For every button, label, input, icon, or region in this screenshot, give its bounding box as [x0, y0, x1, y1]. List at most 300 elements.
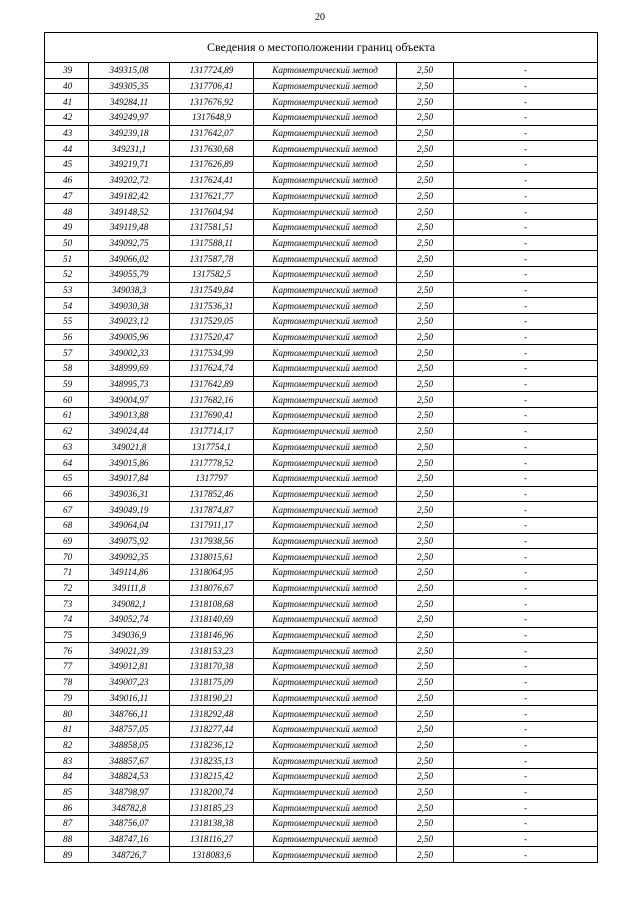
precision-cell: 2,50 — [397, 565, 454, 581]
description-cell: - — [454, 816, 598, 832]
coordinate-y-cell: 1317588,11 — [170, 235, 254, 251]
table-row — [45, 706, 598, 722]
description-cell: - — [454, 408, 598, 424]
coordinate-y-cell: 1317682,16 — [170, 392, 254, 408]
method-cell: Картометрический метод — [254, 266, 397, 282]
precision-cell: 2,50 — [397, 549, 454, 565]
table-row — [45, 784, 598, 800]
coordinate-y-cell: 1318292,48 — [170, 706, 254, 722]
coordinate-x-cell: 349016,11 — [89, 690, 170, 706]
boundary-coordinates-table — [44, 32, 598, 863]
table-row — [45, 204, 598, 220]
coordinate-y-cell: 1318277,44 — [170, 721, 254, 737]
coordinate-x-cell: 349005,96 — [89, 329, 170, 345]
method-cell: Картометрический метод — [254, 470, 397, 486]
coordinate-y-cell: 1318235,13 — [170, 753, 254, 769]
point-number-cell: 52 — [45, 266, 89, 282]
table-row — [45, 423, 598, 439]
point-number-cell: 82 — [45, 737, 89, 753]
description-cell: - — [454, 392, 598, 408]
coordinate-y-cell: 1317529,05 — [170, 314, 254, 330]
coordinate-y-cell: 1317587,78 — [170, 251, 254, 267]
table-row — [45, 847, 598, 863]
description-cell: - — [454, 502, 598, 518]
precision-cell: 2,50 — [397, 659, 454, 675]
coordinate-y-cell: 1318076,67 — [170, 580, 254, 596]
table-row — [45, 63, 598, 79]
coordinate-y-cell: 1318140,69 — [170, 612, 254, 628]
method-cell: Картометрический метод — [254, 172, 397, 188]
precision-cell: 2,50 — [397, 612, 454, 628]
table-row — [45, 219, 598, 235]
coordinate-y-cell: 1317690,41 — [170, 408, 254, 424]
precision-cell: 2,50 — [397, 63, 454, 79]
coordinate-x-cell: 348798,97 — [89, 784, 170, 800]
coordinate-x-cell: 349092,35 — [89, 549, 170, 565]
coordinate-y-cell: 1317852,46 — [170, 486, 254, 502]
point-number-cell: 84 — [45, 768, 89, 784]
method-cell: Картометрический метод — [254, 596, 397, 612]
coordinate-y-cell: 1317938,56 — [170, 533, 254, 549]
table-row — [45, 157, 598, 173]
coordinate-y-cell: 1317754,1 — [170, 439, 254, 455]
coordinate-y-cell: 1317520,47 — [170, 329, 254, 345]
method-cell: Картометрический метод — [254, 549, 397, 565]
method-cell: Картометрический метод — [254, 251, 397, 267]
precision-cell: 2,50 — [397, 690, 454, 706]
precision-cell: 2,50 — [397, 314, 454, 330]
method-cell: Картометрический метод — [254, 204, 397, 220]
point-number-cell: 45 — [45, 157, 89, 173]
coordinate-x-cell: 349202,72 — [89, 172, 170, 188]
method-cell: Картометрический метод — [254, 831, 397, 847]
precision-cell: 2,50 — [397, 188, 454, 204]
coordinate-y-cell: 1318200,74 — [170, 784, 254, 800]
table-row — [45, 737, 598, 753]
point-number-cell: 58 — [45, 361, 89, 377]
precision-cell: 2,50 — [397, 439, 454, 455]
method-cell: Картометрический метод — [254, 847, 397, 863]
method-cell: Картометрический метод — [254, 580, 397, 596]
precision-cell: 2,50 — [397, 251, 454, 267]
table-row — [45, 612, 598, 628]
coordinate-x-cell: 349119,48 — [89, 219, 170, 235]
point-number-cell: 46 — [45, 172, 89, 188]
coordinate-x-cell: 349219,71 — [89, 157, 170, 173]
point-number-cell: 74 — [45, 612, 89, 628]
table-row — [45, 376, 598, 392]
precision-cell: 2,50 — [397, 298, 454, 314]
method-cell: Картометрический метод — [254, 298, 397, 314]
point-number-cell: 62 — [45, 423, 89, 439]
table-row — [45, 78, 598, 94]
description-cell: - — [454, 329, 598, 345]
description-cell: - — [454, 627, 598, 643]
method-cell: Картометрический метод — [254, 816, 397, 832]
point-number-cell: 40 — [45, 78, 89, 94]
description-cell: - — [454, 235, 598, 251]
coordinate-x-cell: 349023,12 — [89, 314, 170, 330]
table-row — [45, 596, 598, 612]
point-number-cell: 65 — [45, 470, 89, 486]
method-cell: Картометрический метод — [254, 721, 397, 737]
point-number-cell: 69 — [45, 533, 89, 549]
description-cell: - — [454, 266, 598, 282]
coordinate-x-cell: 348999,69 — [89, 361, 170, 377]
point-number-cell: 53 — [45, 282, 89, 298]
precision-cell: 2,50 — [397, 361, 454, 377]
method-cell: Картометрический метод — [254, 157, 397, 173]
coordinate-x-cell: 349111,8 — [89, 580, 170, 596]
coordinate-x-cell: 349038,3 — [89, 282, 170, 298]
method-cell: Картометрический метод — [254, 674, 397, 690]
precision-cell: 2,50 — [397, 329, 454, 345]
table-row — [45, 314, 598, 330]
coordinate-x-cell: 349024,44 — [89, 423, 170, 439]
precision-cell: 2,50 — [397, 78, 454, 94]
precision-cell: 2,50 — [397, 627, 454, 643]
point-number-cell: 75 — [45, 627, 89, 643]
method-cell: Картометрический метод — [254, 392, 397, 408]
method-cell: Картометрический метод — [254, 361, 397, 377]
coordinate-y-cell: 1317778,52 — [170, 455, 254, 471]
method-cell: Картометрический метод — [254, 423, 397, 439]
precision-cell: 2,50 — [397, 204, 454, 220]
coordinate-y-cell: 1318215,42 — [170, 768, 254, 784]
method-cell: Картометрический метод — [254, 345, 397, 361]
coordinate-y-cell: 1317714,17 — [170, 423, 254, 439]
description-cell: - — [454, 565, 598, 581]
table-row — [45, 831, 598, 847]
description-cell: - — [454, 784, 598, 800]
coordinate-y-cell: 1317797 — [170, 470, 254, 486]
table-row — [45, 141, 598, 157]
coordinate-x-cell: 348995,73 — [89, 376, 170, 392]
coordinate-y-cell: 1317534,99 — [170, 345, 254, 361]
coordinate-x-cell: 349148,52 — [89, 204, 170, 220]
coordinate-y-cell: 1318236,12 — [170, 737, 254, 753]
coordinate-y-cell: 1317642,07 — [170, 125, 254, 141]
point-number-cell: 57 — [45, 345, 89, 361]
point-number-cell: 42 — [45, 110, 89, 126]
coordinate-x-cell: 349249,97 — [89, 110, 170, 126]
coordinate-y-cell: 1317626,89 — [170, 157, 254, 173]
method-cell: Картометрический метод — [254, 455, 397, 471]
coordinate-x-cell: 349004,97 — [89, 392, 170, 408]
point-number-cell: 51 — [45, 251, 89, 267]
coordinate-x-cell: 348782,8 — [89, 800, 170, 816]
method-cell: Картометрический метод — [254, 408, 397, 424]
table-row — [45, 816, 598, 832]
table-row — [45, 470, 598, 486]
table-row — [45, 345, 598, 361]
coordinate-y-cell: 1317874,87 — [170, 502, 254, 518]
method-cell: Картометрический метод — [254, 141, 397, 157]
description-cell: - — [454, 314, 598, 330]
description-cell: - — [454, 251, 598, 267]
description-cell: - — [454, 674, 598, 690]
method-cell: Картометрический метод — [254, 314, 397, 330]
method-cell: Картометрический метод — [254, 502, 397, 518]
precision-cell: 2,50 — [397, 643, 454, 659]
description-cell: - — [454, 204, 598, 220]
description-cell: - — [454, 533, 598, 549]
method-cell: Картометрический метод — [254, 486, 397, 502]
coordinate-x-cell: 349012,81 — [89, 659, 170, 675]
method-cell: Картометрический метод — [254, 376, 397, 392]
point-number-cell: 81 — [45, 721, 89, 737]
point-number-cell: 64 — [45, 455, 89, 471]
description-cell: - — [454, 580, 598, 596]
table-row — [45, 674, 598, 690]
method-cell: Картометрический метод — [254, 78, 397, 94]
table-row — [45, 172, 598, 188]
coordinate-x-cell: 348824,53 — [89, 768, 170, 784]
precision-cell: 2,50 — [397, 157, 454, 173]
precision-cell: 2,50 — [397, 110, 454, 126]
coordinate-x-cell: 349055,79 — [89, 266, 170, 282]
precision-cell: 2,50 — [397, 235, 454, 251]
precision-cell: 2,50 — [397, 408, 454, 424]
table-row — [45, 517, 598, 533]
precision-cell: 2,50 — [397, 674, 454, 690]
coordinate-y-cell: 1318190,21 — [170, 690, 254, 706]
description-cell: - — [454, 768, 598, 784]
boundary-table-container — [44, 32, 597, 863]
description-cell: - — [454, 831, 598, 847]
method-cell: Картометрический метод — [254, 565, 397, 581]
precision-cell: 2,50 — [397, 94, 454, 110]
method-cell: Картометрический метод — [254, 439, 397, 455]
method-cell: Картометрический метод — [254, 753, 397, 769]
description-cell: - — [454, 470, 598, 486]
coordinate-y-cell: 1317911,17 — [170, 517, 254, 533]
precision-cell: 2,50 — [397, 219, 454, 235]
coordinate-y-cell: 1317549,84 — [170, 282, 254, 298]
point-number-cell: 80 — [45, 706, 89, 722]
method-cell: Картометрический метод — [254, 737, 397, 753]
description-cell: - — [454, 172, 598, 188]
precision-cell: 2,50 — [397, 784, 454, 800]
table-row — [45, 533, 598, 549]
point-number-cell: 70 — [45, 549, 89, 565]
point-number-cell: 88 — [45, 831, 89, 847]
precision-cell: 2,50 — [397, 753, 454, 769]
description-cell: - — [454, 110, 598, 126]
coordinate-x-cell: 348766,11 — [89, 706, 170, 722]
table-row — [45, 627, 598, 643]
table-row — [45, 298, 598, 314]
description-cell: - — [454, 188, 598, 204]
description-cell: - — [454, 423, 598, 439]
point-number-cell: 47 — [45, 188, 89, 204]
coordinate-x-cell: 349007,23 — [89, 674, 170, 690]
method-cell: Картометрический метод — [254, 643, 397, 659]
precision-cell: 2,50 — [397, 486, 454, 502]
method-cell: Картометрический метод — [254, 188, 397, 204]
description-cell: - — [454, 298, 598, 314]
precision-cell: 2,50 — [397, 816, 454, 832]
description-cell: - — [454, 690, 598, 706]
coordinate-y-cell: 1318175,09 — [170, 674, 254, 690]
description-cell: - — [454, 753, 598, 769]
point-number-cell: 89 — [45, 847, 89, 863]
table-title: Сведения о местоположении границ объекта — [45, 33, 598, 63]
page-number: 20 — [315, 12, 325, 23]
precision-cell: 2,50 — [397, 125, 454, 141]
coordinate-x-cell: 348756,07 — [89, 816, 170, 832]
point-number-cell: 73 — [45, 596, 89, 612]
point-number-cell: 59 — [45, 376, 89, 392]
coordinate-y-cell: 1317676,92 — [170, 94, 254, 110]
point-number-cell: 39 — [45, 63, 89, 79]
description-cell: - — [454, 643, 598, 659]
table-row — [45, 235, 598, 251]
coordinate-y-cell: 1317581,51 — [170, 219, 254, 235]
point-number-cell: 85 — [45, 784, 89, 800]
precision-cell: 2,50 — [397, 768, 454, 784]
precision-cell: 2,50 — [397, 376, 454, 392]
coordinate-y-cell: 1317642,89 — [170, 376, 254, 392]
method-cell: Картометрический метод — [254, 800, 397, 816]
coordinate-y-cell: 1318153,23 — [170, 643, 254, 659]
coordinate-y-cell: 1317624,74 — [170, 361, 254, 377]
point-number-cell: 55 — [45, 314, 89, 330]
description-cell: - — [454, 612, 598, 628]
coordinate-y-cell: 1318185,23 — [170, 800, 254, 816]
point-number-cell: 76 — [45, 643, 89, 659]
coordinate-x-cell: 349064,04 — [89, 517, 170, 533]
table-row — [45, 565, 598, 581]
coordinate-x-cell: 348747,16 — [89, 831, 170, 847]
description-cell: - — [454, 549, 598, 565]
point-number-cell: 87 — [45, 816, 89, 832]
coordinate-y-cell: 1318138,38 — [170, 816, 254, 832]
point-number-cell: 56 — [45, 329, 89, 345]
point-number-cell: 71 — [45, 565, 89, 581]
precision-cell: 2,50 — [397, 455, 454, 471]
description-cell: - — [454, 706, 598, 722]
table-row — [45, 643, 598, 659]
method-cell: Картометрический метод — [254, 282, 397, 298]
coordinate-x-cell: 349021,8 — [89, 439, 170, 455]
method-cell: Картометрический метод — [254, 612, 397, 628]
coordinate-y-cell: 1317624,41 — [170, 172, 254, 188]
description-cell: - — [454, 376, 598, 392]
coordinate-x-cell: 349049,19 — [89, 502, 170, 518]
description-cell: - — [454, 219, 598, 235]
precision-cell: 2,50 — [397, 580, 454, 596]
description-cell: - — [454, 800, 598, 816]
coordinate-y-cell: 1318083,6 — [170, 847, 254, 863]
table-row — [45, 251, 598, 267]
method-cell: Картометрический метод — [254, 659, 397, 675]
description-cell: - — [454, 455, 598, 471]
method-cell: Картометрический метод — [254, 329, 397, 345]
precision-cell: 2,50 — [397, 831, 454, 847]
coordinate-x-cell: 349305,35 — [89, 78, 170, 94]
point-number-cell: 67 — [45, 502, 89, 518]
coordinate-x-cell: 348757,05 — [89, 721, 170, 737]
method-cell: Картометрический метод — [254, 706, 397, 722]
description-cell: - — [454, 659, 598, 675]
coordinate-x-cell: 349182,42 — [89, 188, 170, 204]
table-row — [45, 502, 598, 518]
table-row — [45, 659, 598, 675]
coordinate-x-cell: 349092,75 — [89, 235, 170, 251]
method-cell: Картометрический метод — [254, 768, 397, 784]
precision-cell: 2,50 — [397, 141, 454, 157]
method-cell: Картометрический метод — [254, 235, 397, 251]
point-number-cell: 66 — [45, 486, 89, 502]
coordinate-y-cell: 1317630,68 — [170, 141, 254, 157]
description-cell: - — [454, 737, 598, 753]
table-row — [45, 188, 598, 204]
table-title-row — [45, 33, 598, 63]
coordinate-y-cell: 1318116,27 — [170, 831, 254, 847]
coordinate-x-cell: 349021,39 — [89, 643, 170, 659]
coordinate-y-cell: 1317648,9 — [170, 110, 254, 126]
description-cell: - — [454, 721, 598, 737]
precision-cell: 2,50 — [397, 172, 454, 188]
table-row — [45, 408, 598, 424]
coordinate-x-cell: 349002,33 — [89, 345, 170, 361]
coordinate-x-cell: 349036,9 — [89, 627, 170, 643]
coordinate-y-cell: 1317604,94 — [170, 204, 254, 220]
description-cell: - — [454, 63, 598, 79]
table-row — [45, 549, 598, 565]
coordinate-x-cell: 348726,7 — [89, 847, 170, 863]
table-row — [45, 800, 598, 816]
description-cell: - — [454, 361, 598, 377]
method-cell: Картометрический метод — [254, 690, 397, 706]
table-row — [45, 486, 598, 502]
precision-cell: 2,50 — [397, 847, 454, 863]
coordinate-y-cell: 1317706,41 — [170, 78, 254, 94]
precision-cell: 2,50 — [397, 737, 454, 753]
table-row — [45, 125, 598, 141]
coordinate-x-cell: 349284,11 — [89, 94, 170, 110]
coordinate-x-cell: 348858,05 — [89, 737, 170, 753]
table-row — [45, 110, 598, 126]
coordinate-x-cell: 348857,67 — [89, 753, 170, 769]
coordinate-x-cell: 349015,86 — [89, 455, 170, 471]
description-cell: - — [454, 78, 598, 94]
coordinate-y-cell: 1318064,95 — [170, 565, 254, 581]
method-cell: Картометрический метод — [254, 63, 397, 79]
coordinate-x-cell: 349114,86 — [89, 565, 170, 581]
table-row — [45, 94, 598, 110]
table-row — [45, 721, 598, 737]
point-number-cell: 44 — [45, 141, 89, 157]
table-row — [45, 753, 598, 769]
precision-cell: 2,50 — [397, 282, 454, 298]
precision-cell: 2,50 — [397, 423, 454, 439]
description-cell: - — [454, 141, 598, 157]
method-cell: Картометрический метод — [254, 784, 397, 800]
coordinate-y-cell: 1317536,31 — [170, 298, 254, 314]
precision-cell: 2,50 — [397, 596, 454, 612]
coordinate-x-cell: 349036,31 — [89, 486, 170, 502]
coordinate-x-cell: 349231,1 — [89, 141, 170, 157]
point-number-cell: 60 — [45, 392, 89, 408]
point-number-cell: 72 — [45, 580, 89, 596]
method-cell: Картометрический метод — [254, 219, 397, 235]
point-number-cell: 61 — [45, 408, 89, 424]
coordinate-y-cell: 1317724,89 — [170, 63, 254, 79]
coordinate-y-cell: 1317582,5 — [170, 266, 254, 282]
coordinate-x-cell: 349030,38 — [89, 298, 170, 314]
